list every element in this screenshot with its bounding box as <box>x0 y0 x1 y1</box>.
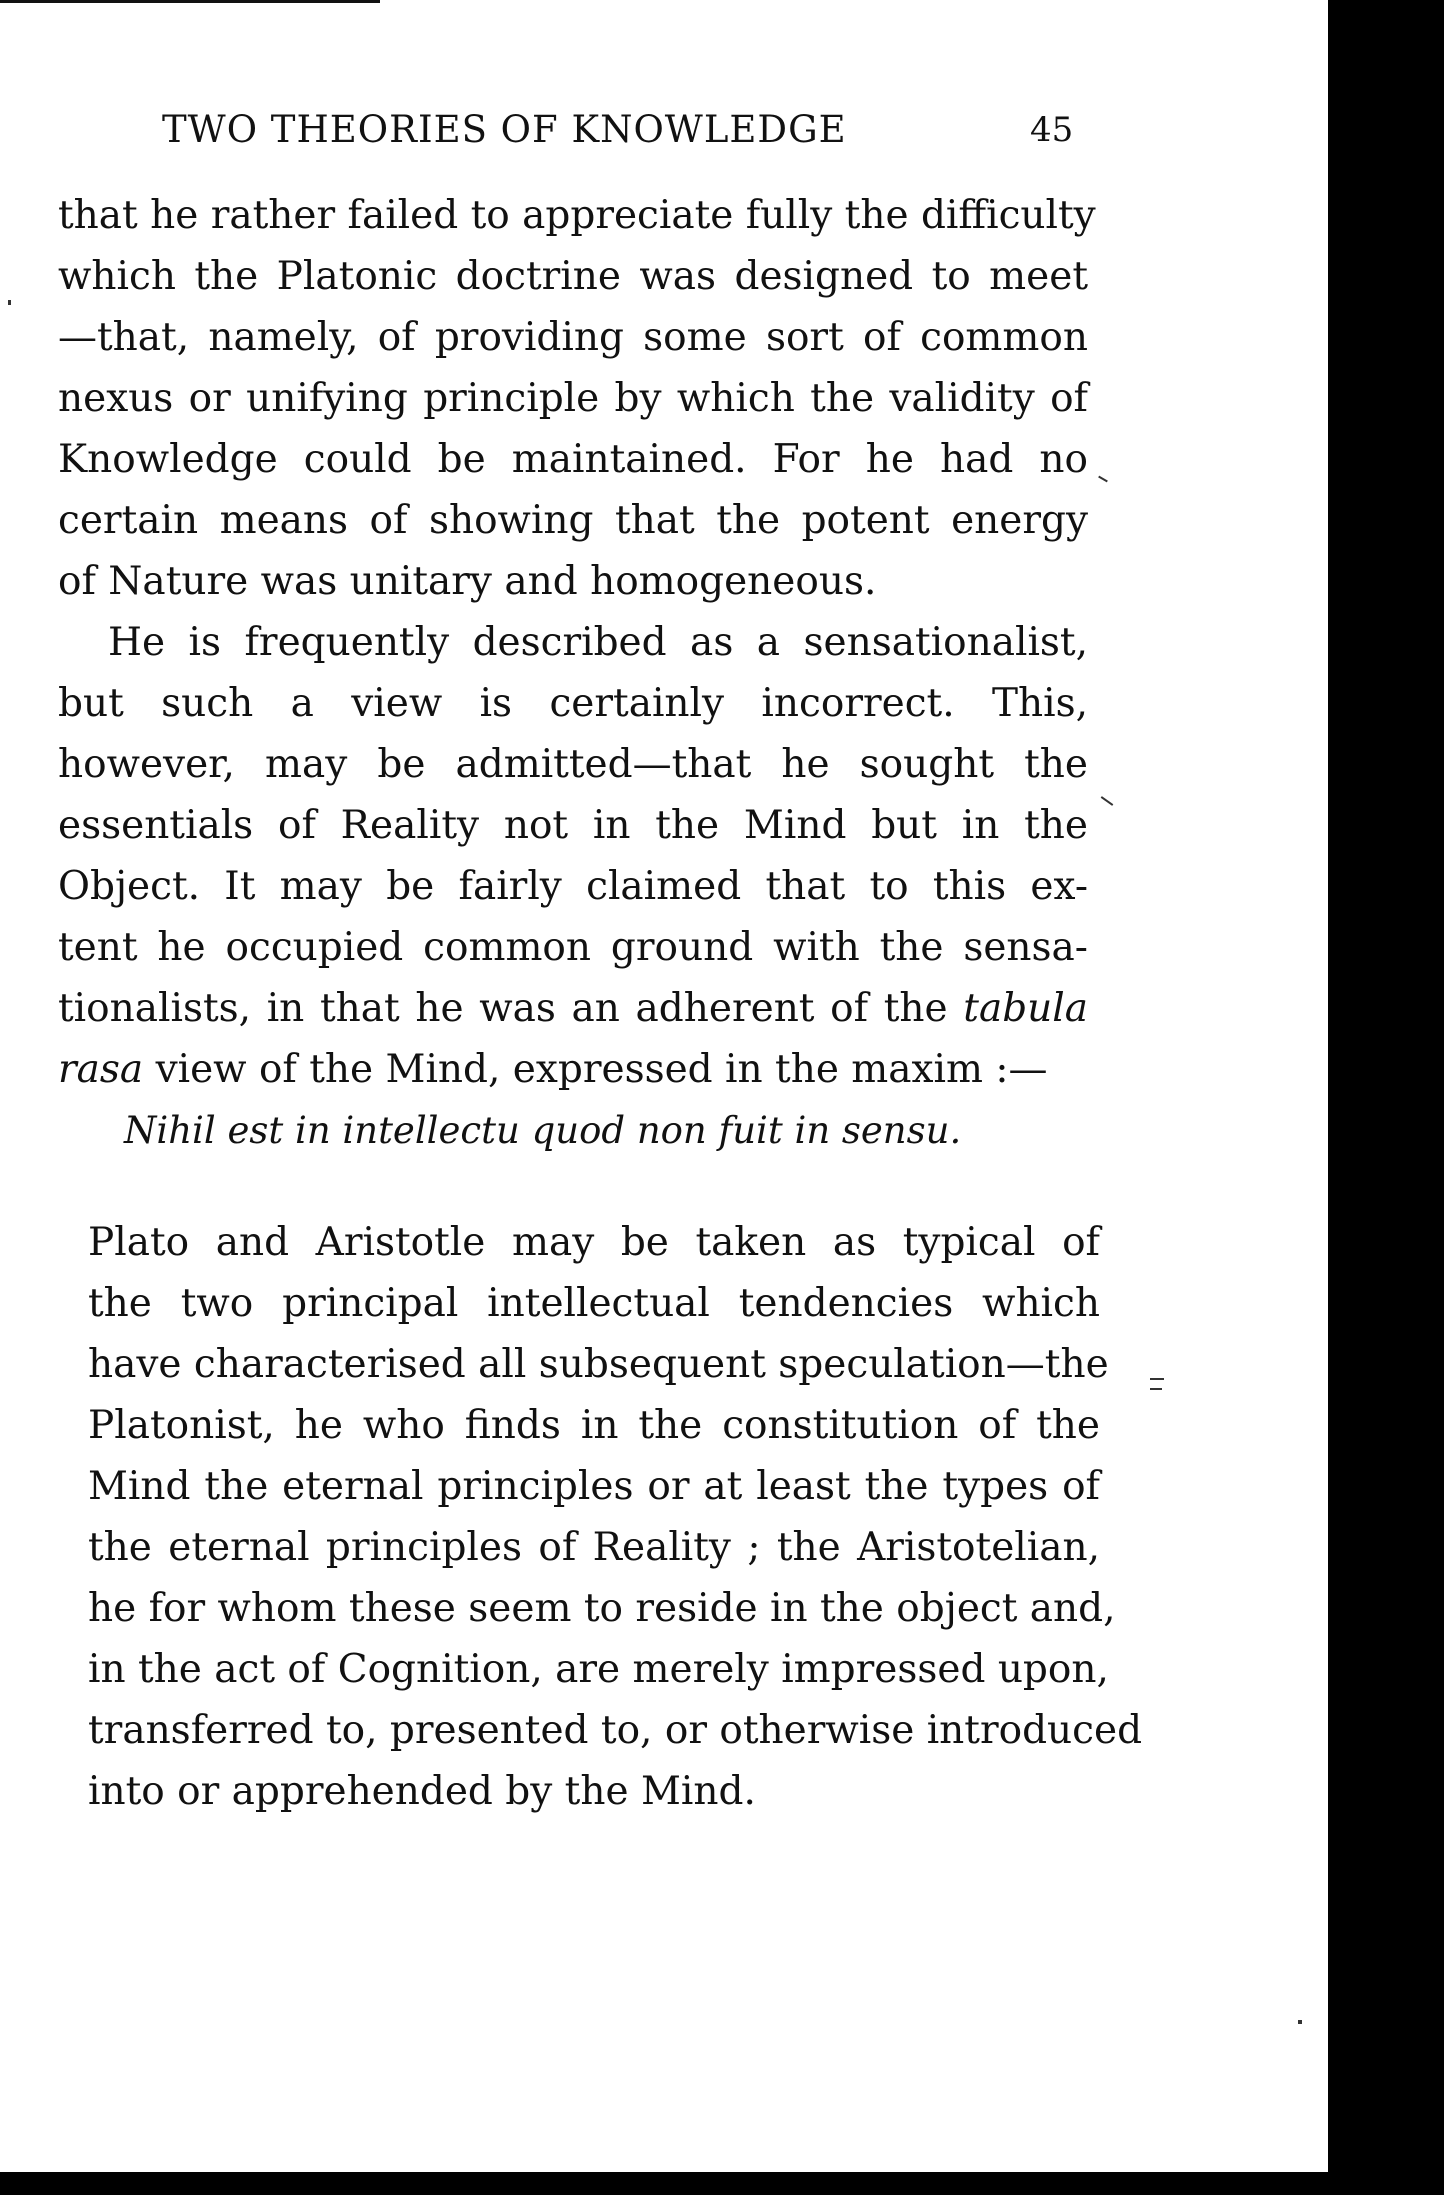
text-line: certain means of showing that the potent energy <box>58 498 1088 543</box>
text-line: which the Platonic doctrine was designed to meet <box>58 254 1088 299</box>
text-line: Mind the eternal principles or at least the types of <box>88 1464 1100 1509</box>
latin-maxim: Nihil est in intellectu quod non fuit in sensu. <box>124 1109 962 1152</box>
italic-term: tabula <box>963 986 1088 1031</box>
text-line-with-italic <box>58 1039 1088 1100</box>
italic-term: rasa <box>58 1047 144 1092</box>
paragraph-2 <box>58 612 1088 1100</box>
text-line: the eternal principles of Reality ; the Aristotelian, <box>88 1525 1100 1570</box>
paragraph-1 <box>58 185 1096 612</box>
body-text <box>58 185 1096 1161</box>
top-rule <box>0 0 380 3</box>
text-line: that he rather failed to appreciate fully the difficulty <box>58 193 1096 238</box>
text-line: into or apprehended by the Mind. <box>88 1769 756 1814</box>
text-line: Platonist, he who finds in the constitution of the <box>88 1403 1100 1448</box>
text-line: Object. It may be fairly claimed that to this ex- <box>58 864 1088 909</box>
text-fragment: view of the Mind, expressed in the maxim :— <box>155 1047 1048 1092</box>
text-line: Plato and Aristotle may be taken as typical of <box>88 1220 1100 1265</box>
text-fragment: tionalists, in that he was an adherent of the <box>58 986 964 1031</box>
scan-speck <box>1150 1378 1164 1380</box>
text-line: but such a view is certainly incorrect. This, <box>58 681 1088 726</box>
text-line: essentials of Reality not in the Mind but in the <box>58 803 1088 848</box>
text-line: of Nature was unitary and homogeneous. <box>58 559 877 604</box>
paragraph-3 <box>88 1212 1143 1822</box>
text-line: have characterised all subsequent speculation—the <box>88 1342 1109 1387</box>
scan-speck <box>1098 476 1108 483</box>
text-line: transferred to, presented to, or otherwise introduced <box>88 1708 1143 1753</box>
text-line: —that, namely, of providing some sort of common <box>58 315 1088 360</box>
text-line: he for whom these seem to reside in the object and, <box>88 1586 1116 1631</box>
text-line: nexus or unifying principle by which the validity of <box>58 376 1088 421</box>
text-line: in the act of Cognition, are merely impressed upon, <box>88 1647 1109 1692</box>
text-line: Knowledge could be maintained. For he had no <box>58 437 1088 482</box>
scan-speck <box>1298 2020 1302 2024</box>
scan-speck <box>1150 1388 1162 1390</box>
text-line: tent he occupied common ground with the sensa- <box>58 925 1088 970</box>
scan-speck <box>8 300 11 305</box>
scan-speck <box>1101 796 1114 806</box>
text-line: the two principal intellectual tendencies which <box>88 1281 1100 1326</box>
text-line-with-italic <box>58 978 1088 1039</box>
running-title: TWO THEORIES OF KNOWLEDGE <box>162 108 847 151</box>
text-line: He is frequently described as a sensationalist, <box>108 620 1088 665</box>
text-line: however, may be admitted—that he sought the <box>58 742 1088 787</box>
running-head <box>162 100 1082 160</box>
page-number: 45 <box>1030 110 1074 150</box>
